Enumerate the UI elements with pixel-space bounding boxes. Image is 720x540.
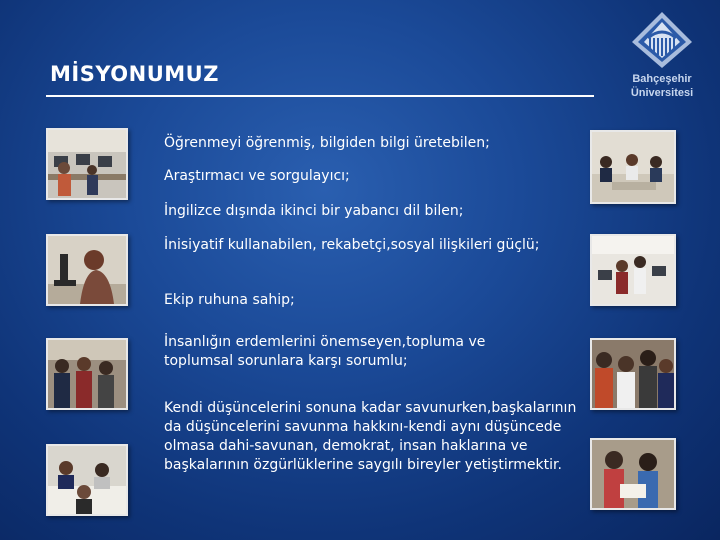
microscope-photo <box>46 234 128 306</box>
students-reading-photo <box>590 438 676 510</box>
students-group-photo <box>46 338 128 410</box>
classroom-photo <box>46 444 128 516</box>
university-crest-icon <box>628 8 696 70</box>
crowd-students-photo <box>590 338 676 410</box>
computer-lab-photo <box>46 128 128 200</box>
logo-line-1: Bahçeşehir <box>632 73 692 85</box>
lab-students-photo <box>590 234 676 306</box>
slide-title: MİSYONUMUZ <box>50 62 219 86</box>
logo-line-2: Üniversitesi <box>630 87 694 99</box>
mission-item: Öğrenmeyi öğrenmiş, bilgiden bilgi üretebilen; <box>164 135 490 151</box>
seminar-photo <box>590 130 676 204</box>
mission-item: İngilizce dışında ikinci bir yabancı dil bilen; <box>164 203 464 219</box>
mission-item: İnsanlığın erdemlerini önemseyen,topluma ve toplumsal sorunlara karşı sorumlu; <box>164 334 486 369</box>
mission-item: Ekip ruhuna sahip; <box>164 292 295 308</box>
title-divider <box>46 95 594 97</box>
mission-item: Kendi düşüncelerini sonuna kadar savunurken,başkalarının da düşüncelerini savunma hakkını-kendi aynı düşüncede olmasa dahi-savunan, demokrat, insan haklarına ve başkalarının özgürlüklerine saygılı bireyler yetiştirmektir. <box>164 400 577 473</box>
university-logo <box>622 8 702 100</box>
mission-item: İnisiyatif kullanabilen, rekabetçi,sosyal ilişkileri güçlü; <box>164 237 540 253</box>
mission-item: Araştırmacı ve sorgulayıcı; <box>164 168 350 184</box>
